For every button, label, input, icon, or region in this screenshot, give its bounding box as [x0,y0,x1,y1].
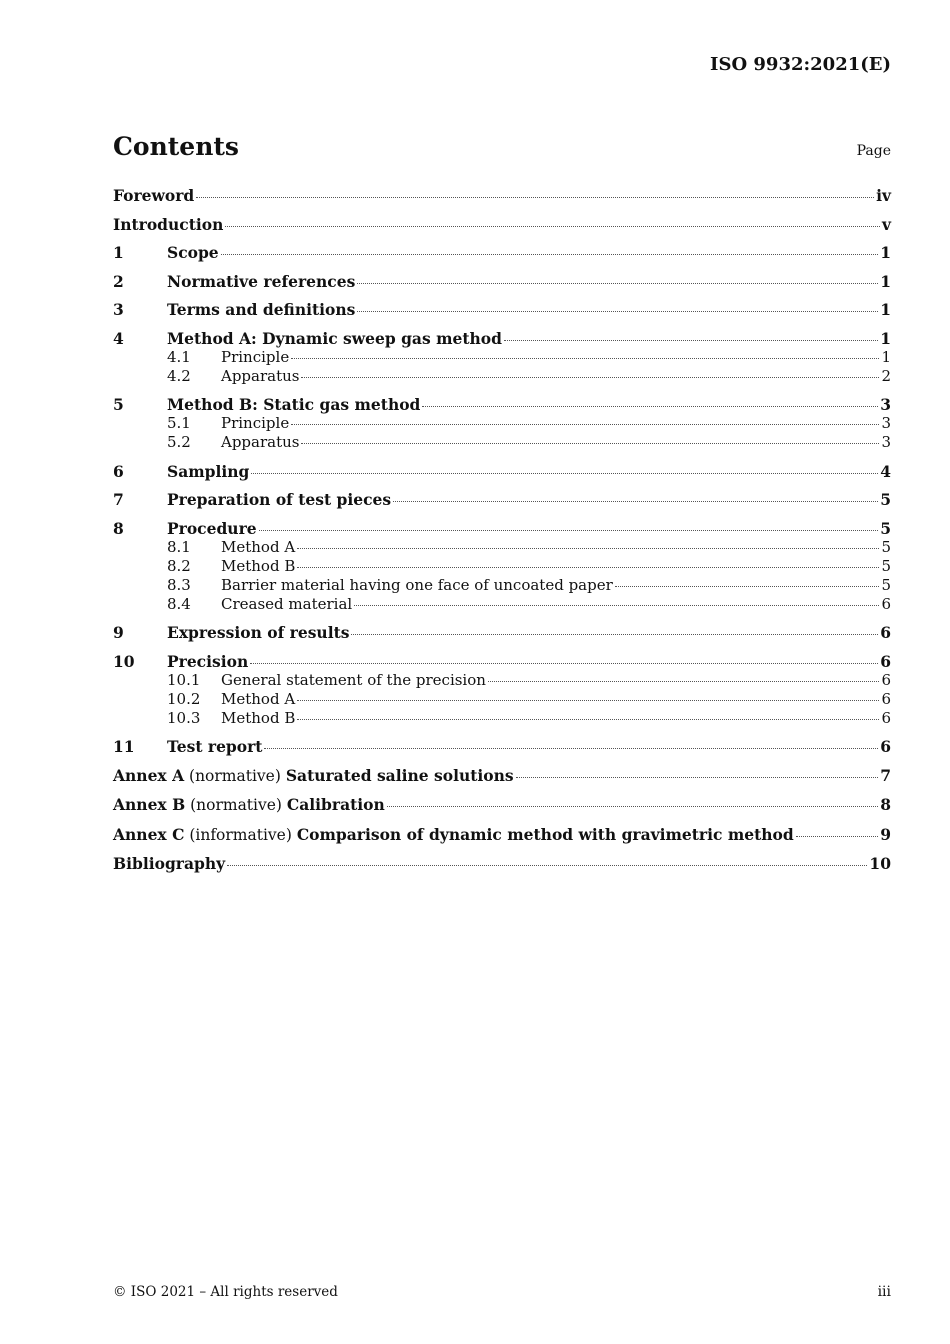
toc-page: 6 [880,623,891,642]
toc-label: Test report [167,737,263,756]
toc-label [113,825,794,845]
toc-number: 10.3 [167,708,201,727]
toc-label: Apparatus [221,433,300,451]
toc-number: 8.3 [167,575,191,594]
toc-label: Method A [221,689,296,708]
toc-entry[interactable] [113,652,891,671]
annex-prefix: Annex A [113,765,185,785]
toc-label: Procedure [167,518,257,538]
toc-number: 4 [113,328,124,348]
annex-prefix: Annex B [113,795,186,814]
toc-entry[interactable] [113,215,891,234]
toc-label: Scope [167,243,219,262]
dot-leader [225,226,880,227]
table-of-contents [113,186,891,873]
toc-page: 4 [880,461,891,481]
toc-label: Precision [167,651,249,671]
toc-entry[interactable] [113,186,891,205]
toc-page: 5 [880,490,891,509]
toc-label [113,795,385,815]
toc-label [113,766,514,786]
toc-label: Method A: Dynamic sweep gas method [167,328,502,348]
toc-subentry[interactable] [113,595,891,614]
toc-label: Foreword [113,186,195,205]
toc-page: 3 [880,395,891,414]
toc-subentry[interactable] [113,576,891,595]
toc-subentry[interactable] [113,690,891,709]
page-title: Contents [113,132,240,161]
toc-label: General statement of the precision [221,670,486,689]
toc-page: 5 [880,518,891,538]
dot-leader [264,748,878,749]
toc-page: 6 [881,689,891,708]
page-number: iii [877,1284,891,1300]
dot-leader [297,700,879,701]
toc-label: Method B [221,708,296,727]
toc-number: 11 [113,737,135,756]
toc-page: 1 [880,271,891,291]
annex-title: Comparison of dynamic method with gravimetric method [296,824,794,844]
toc-page: 5 [881,537,891,556]
toc-number: 7 [113,490,124,509]
toc-page: 3 [881,414,891,432]
toc-number: 4.1 [167,347,191,366]
dot-leader [504,340,878,341]
toc-label: Normative references [167,271,356,291]
toc-label: Expression of results [167,623,350,642]
toc-label: Principle [221,414,290,432]
contents-header [113,132,891,161]
document-id: ISO 9932:2021(E) [710,54,891,75]
dot-leader [422,406,878,407]
toc-entry[interactable] [113,766,891,786]
annex-title: Calibration [286,795,385,814]
toc-subentry[interactable] [113,414,891,433]
toc-number: 10.1 [167,670,201,689]
toc-label: Apparatus [221,366,300,385]
toc-label: Terms and definitions [167,300,356,319]
toc-subentry[interactable] [113,709,891,728]
toc-entry[interactable] [113,329,891,348]
toc-label: Preparation of test pieces [167,490,392,509]
toc-entry[interactable] [113,825,891,845]
toc-page: 1 [880,243,891,262]
annex-kind: (normative) [184,766,286,785]
toc-label: Method B [221,556,296,575]
toc-number: 3 [113,300,124,319]
toc-number: 5.1 [167,414,191,432]
toc-entry[interactable] [113,462,891,481]
dot-leader [297,567,879,568]
toc-number: 8 [113,518,124,538]
toc-page: 6 [881,708,891,727]
toc-page: 6 [880,651,891,671]
toc-number: 10.2 [167,689,201,708]
dot-leader [387,806,878,807]
dot-leader [227,865,867,866]
toc-page: 9 [880,824,891,844]
copyright-notice: © ISO 2021 – All rights reserved [113,1284,338,1300]
toc-subentry[interactable] [113,538,891,557]
toc-entry[interactable] [113,300,891,319]
toc-number: 1 [113,243,124,262]
toc-entry[interactable] [113,272,891,291]
toc-page: v [881,214,891,234]
toc-page: 2 [881,366,891,385]
toc-number: 2 [113,271,124,291]
toc-label: Principle [221,347,290,366]
annex-kind: (normative) [185,796,287,814]
toc-page: 1 [881,347,891,366]
toc-subentry[interactable] [113,433,891,452]
toc-page: 1 [880,300,891,319]
toc-entry[interactable] [113,490,891,509]
toc-entry[interactable] [113,795,891,815]
dot-leader [357,283,878,284]
dot-leader [615,586,880,587]
toc-subentry[interactable] [113,671,891,690]
dot-leader [297,548,879,549]
dot-leader [221,254,879,255]
toc-page: 6 [881,594,891,613]
toc-number: 6 [113,461,124,481]
toc-label: Introduction [113,214,224,234]
toc-page: 6 [880,737,891,756]
toc-number: 8.4 [167,594,191,613]
dot-leader [251,473,878,474]
toc-number: 9 [113,623,124,642]
toc-label: Creased material [221,594,353,613]
toc-entry[interactable] [113,737,891,756]
dot-leader [301,443,879,444]
dot-leader [291,424,879,425]
toc-page: 5 [881,575,891,594]
toc-entry[interactable] [113,243,891,262]
toc-number: 5.2 [167,433,191,451]
toc-label: Bibliography [113,854,226,873]
page-column-label: Page [856,143,891,159]
toc-page: 5 [881,556,891,575]
toc-page: 8 [880,795,891,814]
annex-kind: (informative) [184,825,297,844]
dot-leader [516,777,879,778]
dot-leader [354,605,879,606]
toc-page: 10 [869,854,891,873]
toc-label: Sampling [167,461,250,481]
toc-page: iv [876,186,891,205]
toc-page: 1 [880,328,891,348]
toc-entry[interactable] [113,519,891,538]
toc-label: Method B: Static gas method [167,395,421,414]
dot-leader [488,681,880,682]
toc-number: 5 [113,395,124,414]
dot-leader [196,197,874,198]
dot-leader [393,501,878,502]
toc-page: 7 [880,765,891,785]
annex-title: Saturated saline solutions [285,765,514,785]
toc-page: 3 [881,433,891,451]
toc-subentry[interactable] [113,557,891,576]
toc-number: 8.1 [167,537,191,556]
toc-number: 8.2 [167,556,191,575]
dot-leader [351,634,878,635]
toc-number: 4.2 [167,366,191,385]
dot-leader [291,358,879,359]
dot-leader [297,719,879,720]
toc-entry[interactable] [113,854,891,873]
dot-leader [259,530,879,531]
toc-entry[interactable] [113,623,891,642]
dot-leader [796,836,879,837]
toc-number: 10 [113,651,135,671]
annex-prefix: Annex C [113,824,185,844]
dot-leader [250,663,878,664]
dot-leader [301,377,879,378]
toc-label: Method A [221,537,296,556]
toc-label: Barrier material having one face of uncoated paper [221,575,613,594]
toc-page: 6 [881,670,891,689]
dot-leader [357,311,878,312]
toc-subentry[interactable] [113,348,891,367]
toc-subentry[interactable] [113,367,891,386]
toc-entry[interactable] [113,395,891,414]
